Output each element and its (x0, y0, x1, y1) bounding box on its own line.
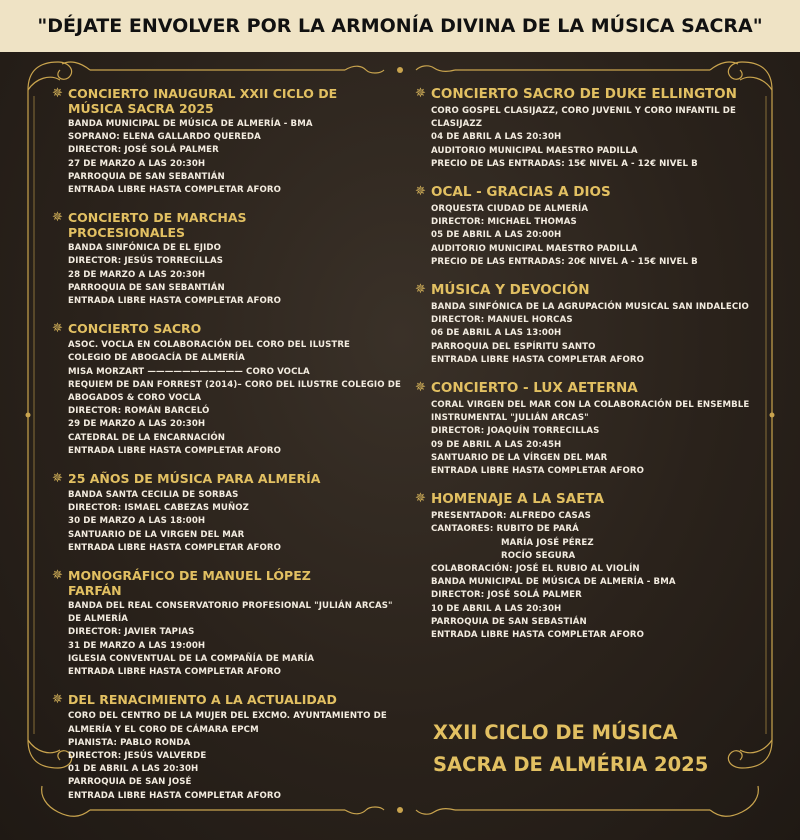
event-title: HOMENAJE A LA SAETA (431, 491, 605, 508)
star-bullet-icon: ✵ (52, 86, 63, 101)
footer-title (433, 717, 753, 781)
event-detail-line: ALMERÍA Y EL CORO DE CÁMARA EPCM (68, 724, 259, 735)
event-detail-line: BANDA SINFÓNICA DE EL EJIDO (68, 243, 222, 254)
left-column (52, 86, 401, 816)
star-bullet-icon: ✵ (52, 568, 63, 584)
event-detail-line: ASOC. VOCLA EN COLABORACIÓN DEL CORO DEL ILUSTRE (68, 340, 351, 351)
event-detail-line: 27 DE MARZO A LAS 20:30H (68, 158, 206, 169)
event-detail-line: 04 DE ABRIL A LAS 20:30H (431, 132, 562, 143)
event-detail-line: ENTRADA LIBRE HASTA COMPLETAR AFORO (68, 185, 282, 196)
event-detail-line: DIRECTOR: ROMÁN BARCELÓ (68, 406, 210, 417)
event-detail-line: 09 DE ABRIL A LAS 20:45H (431, 439, 562, 450)
event-detail-line: SANTUARIO DE LA VIRGEN DEL MAR (68, 529, 245, 540)
event-block (52, 692, 387, 802)
event-detail-line: SOPRANO: ELENA GALLARDO QUEREDA (68, 132, 261, 143)
event-detail-line: 28 DE MARZO A LAS 20:30H (68, 269, 206, 280)
event-block (52, 321, 401, 458)
event-detail-line: 10 DE ABRIL A LAS 20:30H (431, 603, 562, 614)
star-bullet-icon: ✵ (415, 184, 426, 200)
event-detail-line: MARÍA JOSÉ PÉREZ (501, 537, 594, 548)
title-banner (0, 0, 800, 52)
event-detail-line: BANDA SANTA CECILIA DE SORBAS (68, 490, 239, 501)
event-detail-line: PARROQUIA DEL ESPÍRITU SANTO (431, 341, 596, 352)
event-detail-line: CORO DEL CENTRO DE LA MUJER DEL EXCMO. AYUNTAMIENTO DE (68, 711, 387, 722)
event-detail-line: ORQUESTA CIUDAD DE ALMERÍA (431, 204, 589, 215)
star-bullet-icon: ✵ (52, 692, 63, 708)
event-title: MONOGRÁFICO DE MANUEL LÓPEZ FARFÁN (68, 568, 311, 599)
event-detail-line: ENTRADA LIBRE HASTA COMPLETAR AFORO (68, 296, 282, 307)
event-detail-line: 06 DE ABRIL A LAS 13:00H (431, 328, 562, 339)
event-detail-line: PARROQUIA DE SAN SEBANTIÁN (68, 282, 225, 293)
event-detail-line: PRECIO DE LAS ENTRADAS: 15€ NIVEL A - 12€ NIVEL B (431, 158, 698, 169)
event-detail-line: ENTRADA LIBRE HASTA COMPLETAR AFORO (431, 354, 645, 365)
event-detail-line: BANDA MUNICIPAL DE MÚSICA DE ALMERÍA - BMA (431, 577, 676, 588)
event-title: MÚSICA Y DEVOCIÓN (431, 282, 590, 299)
event-detail-line: DIRECTOR: ISMAEL CABEZAS MUÑOZ (68, 503, 249, 514)
footer-line-1: XXII CICLO DE MÚSICA (433, 721, 678, 744)
event-block (52, 568, 393, 679)
event-title: CONCIERTO - LUX AETERNA (431, 380, 638, 397)
event-detail-line: ENTRADA LIBRE HASTA COMPLETAR AFORO (68, 790, 282, 801)
event-title: OCAL - GRACIAS A DIOS (431, 184, 611, 201)
event-detail-line: REQUIEM DE DAN FORREST (2014)– CORO DEL ILUSTRE COLEGIO DE (68, 379, 401, 390)
star-bullet-icon: ✵ (52, 210, 63, 226)
event-block (415, 491, 745, 642)
banner-title: "DÉJATE ENVOLVER POR LA ARMONÍA DIVINA DE LA MÚSICA SACRA" (37, 15, 763, 37)
event-detail-line: 29 DE MARZO A LAS 20:30H (68, 419, 206, 430)
event-block (52, 471, 362, 555)
event-detail-line: COLEGIO DE ABOGACÍA DE ALMERÍA (68, 353, 245, 364)
event-detail-line: IGLESIA CONVENTUAL DE LA COMPAÑÍA DE MARÍA (68, 653, 315, 664)
star-bullet-icon: ✵ (52, 471, 63, 487)
star-bullet-icon: ✵ (52, 321, 63, 337)
event-detail-line: PARROQUIA DE SAN SEBASTIÁN (431, 616, 587, 627)
event-block (415, 86, 745, 171)
event-detail-line: DIRECTOR: JOSÉ SOLÁ PALMER (431, 590, 582, 601)
event-detail-line: DIRECTOR: JOSÉ SOLÁ PALMER (68, 145, 219, 156)
event-detail-line: PARROQUIA DE SAN SEBANTIÁN (68, 171, 225, 182)
event-detail-line: AUDITORIO MUNICIPAL MAESTRO PADILLA (431, 145, 638, 156)
event-detail-line: PRECIO DE LAS ENTRADAS: 20€ NIVEL A - 15€ NIVEL B (431, 256, 698, 267)
event-detail-line: ENTRADA LIBRE HASTA COMPLETAR AFORO (431, 466, 645, 477)
event-detail-line: ENTRADA LIBRE HASTA COMPLETAR AFORO (68, 445, 282, 456)
event-detail-line: CATEDRAL DE LA ENCARNACIÓN (68, 432, 226, 443)
event-block (415, 380, 750, 478)
event-detail-line: DIRECTOR: JESÚS TORRECILLAS (68, 256, 224, 267)
event-detail-line: PARROQUIA DE SAN JOSÉ (68, 777, 192, 788)
event-detail-line: DIRECTOR: MICHAEL THOMAS (431, 217, 577, 228)
event-detail-line: COLABORACIÓN: JOSÉ EL RUBIO AL VIOLÍN (431, 564, 640, 575)
event-detail-line: INSTRUMENTAL "JULIÁN ARCAS" (431, 413, 589, 424)
event-title: CONCIERTO DE MARCHAS PROCESIONALES (68, 210, 247, 241)
event-detail-line: 30 DE MARZO A LAS 18:00H (68, 516, 206, 527)
event-detail-line: 31 DE MARZO A LAS 19:00H (68, 640, 206, 651)
event-detail-line: BANDA SINFÓNICA DE LA AGRUPACIÓN MUSICAL SAN INDALECIO (431, 302, 749, 313)
star-bullet-icon: ✵ (415, 86, 426, 101)
event-detail-line: SANTUARIO DE LA VÍRGEN DEL MAR (431, 452, 608, 463)
footer-line-2: SACRA DE ALMÉRIA 2025 (433, 753, 709, 776)
event-block (415, 184, 745, 269)
event-block (52, 210, 362, 308)
event-detail-line: DIRECTOR: JAVIER TAPIAS (68, 627, 195, 638)
event-detail-line: BANDA DEL REAL CONSERVATORIO PROFESIONAL "JULIÁN ARCAS" (68, 601, 393, 612)
star-bullet-icon: ✵ (415, 380, 426, 396)
star-bullet-icon: ✵ (415, 491, 426, 507)
event-title: CONCIERTO INAUGURAL XXII CICLO DE MÚSICA SACRA 2025 (68, 86, 338, 116)
event-detail-line: CLASIJAZZ (431, 119, 483, 130)
event-detail-line: PIANISTA: PABLO RONDA (68, 737, 191, 748)
event-title: 25 AÑOS DE MÚSICA PARA ALMERÍA (68, 471, 321, 487)
event-detail-line: ENTRADA LIBRE HASTA COMPLETAR AFORO (68, 667, 282, 678)
event-detail-line: DIRECTOR: JOAQUÍN TORRECILLAS (431, 426, 600, 437)
event-block (415, 282, 749, 367)
event-detail-line: ROCÍO SEGURA (501, 550, 576, 561)
event-detail-line: DE ALMERÍA (68, 614, 129, 625)
event-detail-line: ENTRADA LIBRE HASTA COMPLETAR AFORO (68, 542, 282, 553)
event-title: DEL RENACIMIENTO A LA ACTUALIDAD (68, 692, 337, 708)
event-title: CONCIERTO SACRO (68, 321, 202, 337)
event-detail-line: AUDITORIO MUNICIPAL MAESTRO PADILLA (431, 243, 638, 254)
event-detail-line: 05 DE ABRIL A LAS 20:00H (431, 230, 562, 241)
event-detail-line: CORO GOSPEL CLASIJAZZ, CORO JUVENIL Y CORO INFANTIL DE (431, 106, 736, 116)
event-title: CONCIERTO SACRO DE DUKE ELLINGTON (431, 86, 737, 102)
event-detail-line: PRESENTADOR: ALFREDO CASAS (431, 511, 591, 522)
event-detail-line: CANTAORES: RUBITO DE PARÁ (431, 524, 579, 535)
right-column (415, 86, 750, 655)
star-bullet-icon: ✵ (415, 282, 426, 298)
event-detail-line: DIRECTOR: MANUEL HORCAS (431, 315, 573, 326)
event-detail-line: DIRECTOR: JESÚS VALVERDE (68, 750, 207, 761)
event-detail-line: BANDA MUNICIPAL DE MÚSICA DE ALMERÍA - BMA (68, 119, 313, 129)
event-detail-line: 01 DE ABRIL A LAS 20:30H (68, 764, 199, 775)
event-block (52, 86, 362, 197)
event-detail-line: CORAL VIRGEN DEL MAR CON LA COLABORACIÓN DEL ENSEMBLE (431, 400, 750, 411)
event-detail-line: ABOGADOS & CORO VOCLA (68, 393, 202, 404)
event-detail-line: ENTRADA LIBRE HASTA COMPLETAR AFORO (431, 630, 645, 641)
event-detail-line: MISA MORZART ——————————— CORO VOCLA (68, 366, 310, 377)
